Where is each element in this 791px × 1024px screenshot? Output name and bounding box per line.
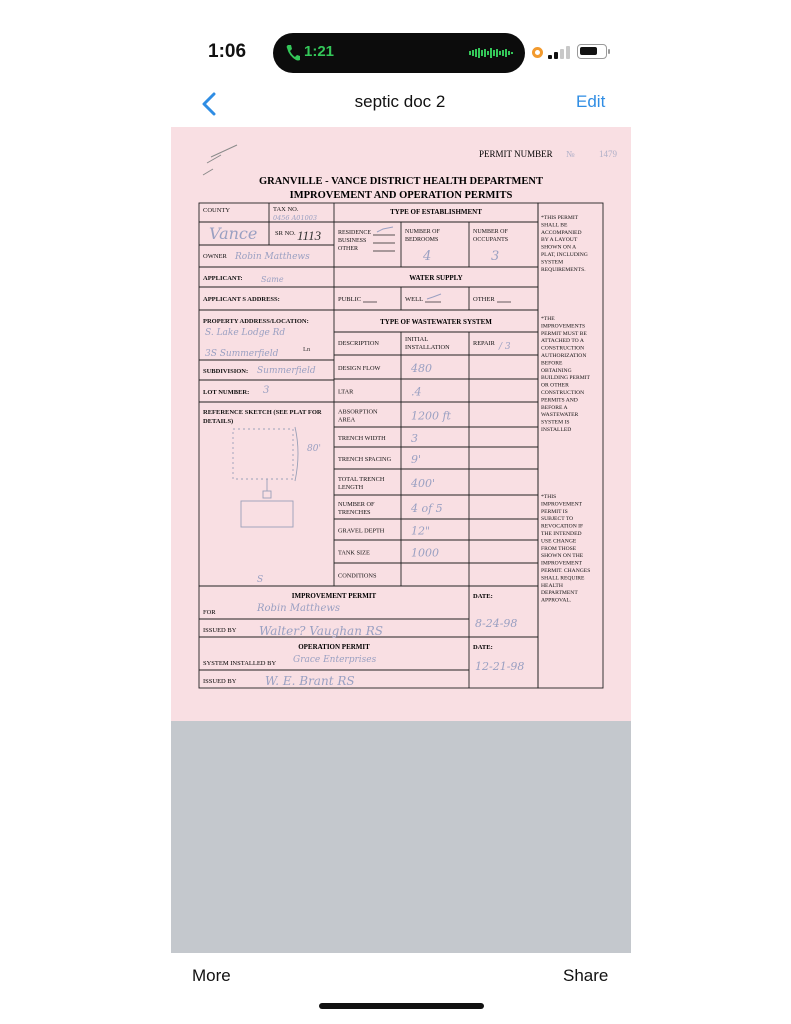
side-note-line: INSTALLED [541,427,572,433]
dynamic-island-call[interactable] [273,33,525,73]
side-note-line: BUILDING PERMIT [541,375,590,382]
well-check-icon [427,294,441,299]
side-note-line: SHALL REQUIRE [541,575,585,582]
ww-row-value: 12" [411,524,431,538]
more-button[interactable]: More [192,966,231,985]
ww-row-value: 4 of 5 [411,502,443,515]
side-note-line: SYSTEM IS [541,419,570,426]
ww-row-value: .4 [411,385,422,399]
permit-form [171,127,631,721]
reference-sketch [233,427,298,527]
side-note-line: REVOCATION IF [541,523,584,530]
owner-label: OWNER [203,253,227,260]
edit-button[interactable]: Edit [576,92,606,111]
operation-date-label: DATE: [473,644,493,651]
bedrooms-value: 4 [423,249,432,264]
side-note-line: *THE [541,316,555,322]
side-note-line: OBTAINING [541,367,572,374]
side-note-line: SUBJECT TO [541,516,574,523]
ww-row-label: TRENCH WIDTH [338,435,386,442]
side-note-line: ACCOMPANIED [541,229,582,236]
sr-no-value: 1113 [297,228,322,243]
installed-by-label: SYSTEM INSTALLED BY [203,660,277,667]
form-title-1: GRANVILLE - VANCE DISTRICT HEALTH DEPARTMENT [258,176,544,187]
permit-number-label: PERMIT NUMBER [479,149,553,159]
stray-marks [203,145,237,175]
form-title-2: IMPROVEMENT AND OPERATION PERMITS [289,190,513,201]
status-time: 1:06 [208,41,247,62]
ww-row-value: 3 [411,432,418,445]
subdivision-value: Summerfield [257,366,316,376]
side-note-line: THE INTENDED [541,531,582,537]
residence-label: RESIDENCE [338,230,371,236]
side-note-line: SHOWN ON A [541,244,577,251]
occupants-value: 3 [491,249,500,264]
side-note-line: IMPROVEMENT [541,501,583,508]
well-label: WELL [405,296,424,303]
side-note-line: HEALTH [541,582,563,589]
lot-number-label: LOT NUMBER: [203,389,250,396]
permit-number-value: 1479 [599,149,617,159]
back-chevron-icon[interactable] [199,92,219,116]
document-image[interactable] [171,127,631,721]
cellular-signal-icon [548,46,570,59]
ww-row-label-2: TRENCHES [338,509,371,516]
battery-icon [577,44,607,59]
ww-row-value: 400' [411,477,436,490]
side-note-line: PERMIT MUST BE [541,330,587,337]
issued-by-label: ISSUED BY [203,627,237,634]
property-tag: Ln [303,346,311,353]
side-note-line: ATTACHED TO A [541,338,584,345]
side-note-line: *THIS PERMIT [541,215,579,221]
ww-row-value: 480 [411,362,432,375]
repair-mark: / 3 [499,342,511,352]
sr-no-label: SR NO. [275,230,296,237]
property-line-2: 3S Summerfield [205,349,279,359]
occupants-label: NUMBER OF [473,229,508,235]
home-indicator[interactable] [319,1003,484,1009]
side-note-line: SHOWN ON THE [541,553,584,560]
for-label: FOR [203,609,216,616]
occupants-label-2: OCCUPANTS [473,237,509,243]
improvement-date-label: DATE: [473,593,493,600]
issued-by-2-label: ISSUED BY [203,678,237,685]
county-value: Vance [209,224,258,243]
repair-label: REPAIR [473,340,495,347]
ww-row-label: CONDITIONS [338,572,377,580]
battery-level [580,47,597,55]
for-value: Robin Matthews [257,603,341,614]
ww-row-label: ABSORPTION [338,408,378,416]
public-label: PUBLIC [338,296,362,303]
recording-indicator-icon [532,47,543,58]
sketch-label-2: DETAILS) [203,418,234,425]
ww-row-label: DESIGN FLOW [338,365,381,372]
ww-row-label-2: AREA [338,416,356,424]
ww-row-label: TANK SIZE [338,549,370,557]
ww-row-label: GRAVEL DEPTH [338,527,385,535]
lot-number-value: 3 [263,385,270,396]
side-note-line: REQUIREMENTS. [541,266,586,273]
side-note-line: *THIS [541,494,557,500]
property-address-label: PROPERTY ADDRESS/LOCATION: [203,318,309,325]
tax-no-label: TAX NO. [273,206,299,213]
operation-permit-header: OPERATION PERMIT [298,643,370,651]
applicant-label: APPLICANT: [203,275,243,282]
side-notes [541,215,591,604]
residence-check-icon [377,227,393,232]
applicant-address-label: APPLICANT S ADDRESS: [203,296,280,303]
side-note-line: CONSTRUCTION [541,390,585,396]
side-note-line: PLAT, INCLUDING [541,252,588,258]
side-note-line: USE CHANGE [541,538,577,545]
side-note-line: BEFORE A [541,404,568,411]
side-note-line: IMPROVEMENT [541,560,583,567]
description-label: DESCRIPTION [338,340,379,347]
issued-by-value: Walter? Vaughan RS [259,624,384,638]
side-note-line: APPROVAL. [541,597,572,604]
side-note-line: IMPROVEMENTS [541,323,586,330]
initial-label: INITIAL [405,336,429,343]
side-note-line: OR OTHER [541,382,569,389]
ww-row-label-2: LENGTH [338,484,364,491]
owner-value: Robin Matthews [235,252,310,262]
side-note-line: AUTHORIZATION [541,353,587,359]
side-note-line: SYSTEM [541,259,564,266]
other-label: OTHER [338,246,358,252]
property-line-1: S. Lake Lodge Rd [205,328,286,338]
page-title: septic doc 2 [354,92,446,111]
subdivision-label: SUBDIVISION: [203,368,249,375]
side-note-line: FROM THOSE [541,545,577,552]
side-note-line: WASTEWATER [541,412,579,419]
establishment-blanks [373,235,395,251]
side-note-line: BEFORE [541,360,563,367]
sketch-s-mark: S [257,575,264,585]
wastewater-rows [338,362,452,580]
sketch-dimension: 80' [307,444,321,454]
applicant-value: Same [261,275,284,284]
empty-preview-area [171,721,631,953]
side-note-line: SHALL BE [541,222,568,229]
improvement-date-value: 8-24-98 [475,617,518,630]
issued-by-2-value: W. E. Brant RS [265,674,355,688]
ww-row-value: 1200 ft [411,409,451,423]
audio-wave-icon [469,46,513,60]
ww-row-value: 1000 [411,546,439,560]
bedrooms-label: NUMBER OF [405,229,440,235]
phone-icon [285,44,301,62]
ww-row-label: TRENCH SPACING [338,456,392,463]
ww-row-label: TOTAL TRENCH [338,476,385,483]
establishment-header: TYPE OF ESTABLISHMENT [390,208,482,216]
improvement-permit-header: IMPROVEMENT PERMIT [291,592,377,600]
permit-number-prefix: № [566,149,575,159]
wastewater-header: TYPE OF WASTEWATER SYSTEM [380,318,492,326]
form-grid [199,203,603,688]
ww-row-label: LTAR [338,388,354,396]
side-note-line: CONSTRUCTION [541,345,585,352]
installed-by-value: Grace Enterprises [293,655,377,665]
business-label: BUSINESS [338,238,367,244]
side-note-line: PERMITS AND [541,397,578,404]
side-note-line: PERMIT. CHANGES [541,568,591,574]
side-note-line: BY A LAYOUT [541,237,578,244]
water-supply-header: WATER SUPPLY [409,274,463,282]
share-button[interactable]: Share [563,966,609,985]
operation-date-value: 12-21-98 [475,660,525,673]
water-other-label: OTHER [473,296,495,303]
call-duration: 1:21 [304,43,335,60]
county-label: COUNTY [203,207,231,214]
initial-label-2: INSTALLATION [405,344,450,351]
side-note-line: DEPARTMENT [541,590,578,597]
ww-row-label: NUMBER OF [338,501,375,508]
tax-no-value: 0456 A01003 [273,214,317,222]
ww-row-value: 9' [411,453,422,466]
side-note-line: PERMIT IS [541,508,568,515]
bedrooms-label-2: BEDROOMS [405,237,439,243]
sketch-label: REFERENCE SKETCH (SEE PLAT FOR [203,409,322,416]
